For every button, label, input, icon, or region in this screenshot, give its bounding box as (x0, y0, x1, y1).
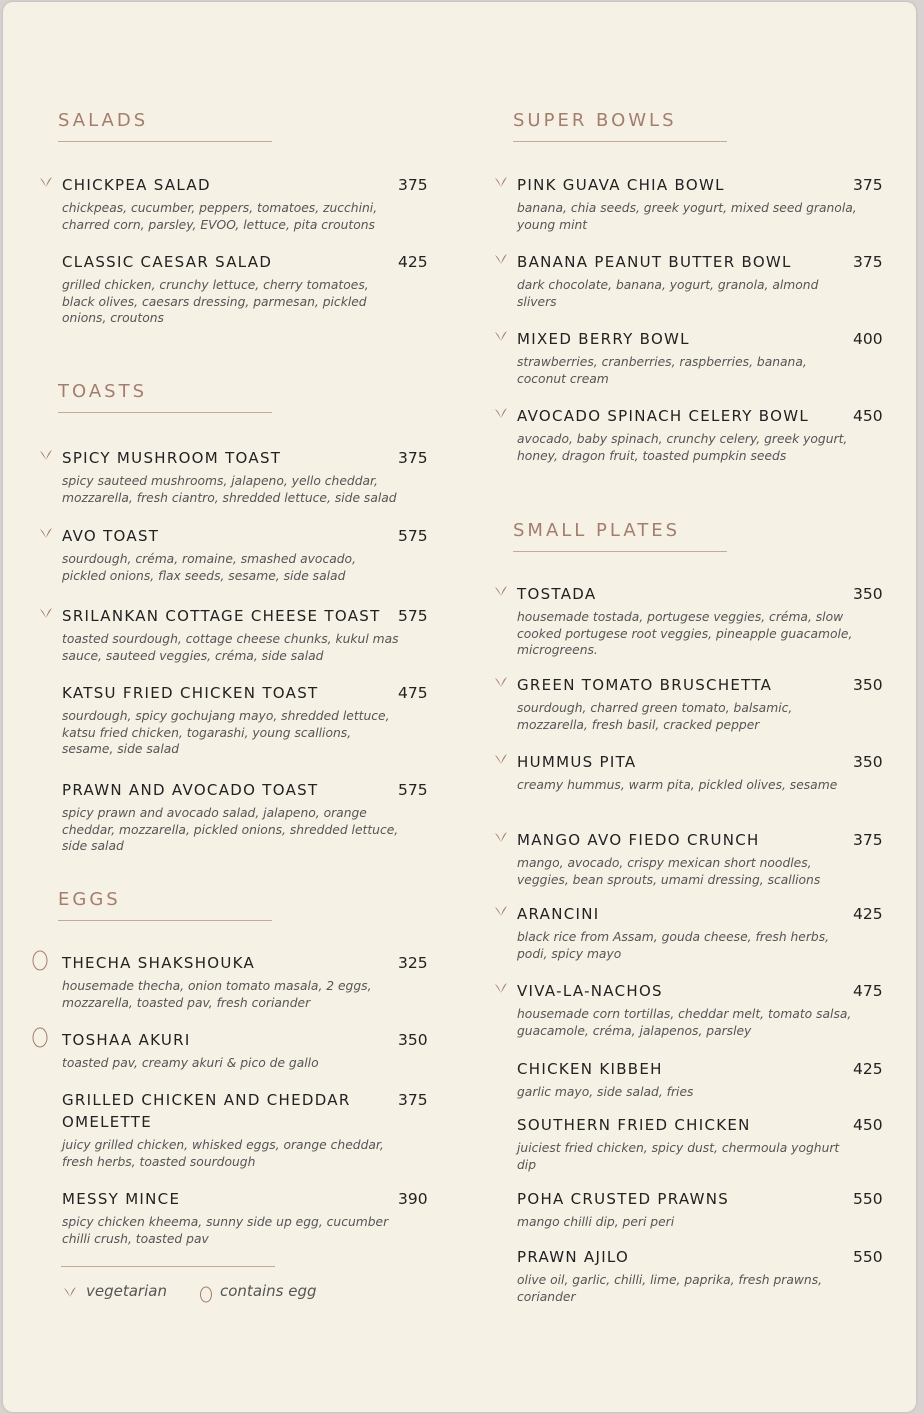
section-divider (58, 141, 272, 142)
vegetarian-leaf-icon (494, 676, 508, 688)
item-name: AVO TOAST (62, 527, 160, 545)
item-name: CLASSIC CAESAR SALAD (62, 253, 273, 271)
item-name: HUMMUS PITA (517, 753, 637, 771)
item-name: AVOCADO SPINACH CELERY BOWL (517, 407, 809, 425)
item-price: 375 (853, 831, 883, 849)
legend-vegetarian-label: vegetarian (86, 1282, 167, 1300)
item-price: 450 (853, 1116, 883, 1134)
item-price: 425 (853, 1060, 883, 1078)
item-price: 390 (398, 1190, 428, 1208)
section-title: EGGS (58, 889, 121, 910)
legend-divider (61, 1266, 275, 1267)
item-description: juiciest fried chicken, spicy dust, chermoula yoghurt dip (517, 1141, 840, 1172)
item-description: dark chocolate, banana, yogurt, granola, almond slivers (517, 278, 819, 309)
item-description: mango chilli dip, peri peri (517, 1215, 675, 1229)
item-price: 350 (853, 676, 883, 694)
item-description: toasted sourdough, cottage cheese chunks, kukul mas sauce, sauteed veggies, créma, side salad (62, 632, 399, 663)
item-description: sourdough, spicy gochujang mayo, shredded lettuce, katsu fried chicken, togarashi, young scallions, sesame, side salad (62, 709, 390, 756)
vegetarian-leaf-icon (39, 527, 53, 539)
item-name: PINK GUAVA CHIA BOWL (517, 176, 725, 194)
item-name: MIXED BERRY BOWL (517, 330, 690, 348)
item-description: housemade tostada, portugese veggies, créma, slow cooked portugese root veggies, pineapple guacamole, microgreens. (517, 610, 853, 657)
vegetarian-leaf-icon (494, 753, 508, 765)
vegetarian-leaf-icon (494, 585, 508, 597)
item-price: 475 (398, 684, 428, 702)
item-price: 375 (398, 1091, 428, 1109)
item-name: KATSU FRIED CHICKEN TOAST (62, 684, 319, 702)
vegetarian-leaf-icon (63, 1286, 77, 1298)
item-description: avocado, baby spinach, crunchy celery, greek yogurt, honey, dragon fruit, toasted pumpkin seeds (517, 432, 848, 463)
vegetarian-leaf-icon (494, 176, 508, 188)
section-divider (513, 141, 727, 142)
item-price: 550 (853, 1190, 883, 1208)
item-price: 375 (853, 176, 883, 194)
item-price: 450 (853, 407, 883, 425)
item-name: ARANCINI (517, 905, 600, 923)
section-title: SMALL PLATES (513, 520, 681, 541)
item-name: CHICKPEA SALAD (62, 176, 211, 194)
item-price: 425 (853, 905, 883, 923)
menu-page (3, 2, 916, 1412)
item-description: grilled chicken, crunchy lettuce, cherry tomatoes, black olives, caesars dressing, parmesan, pickled onions, croutons (62, 278, 369, 325)
item-description: garlic mayo, side salad, fries (517, 1085, 694, 1099)
item-description: strawberries, cranberries, raspberries, banana, coconut cream (517, 355, 807, 386)
item-price: 375 (853, 253, 883, 271)
section-divider (513, 551, 727, 552)
item-name: VIVA-LA-NACHOS (517, 982, 663, 1000)
egg-icon (31, 949, 49, 971)
legend-egg-label: contains egg (220, 1282, 317, 1300)
item-description: sourdough, charred green tomato, balsamic, mozzarella, fresh basil, cracked pepper (517, 701, 793, 732)
item-description: spicy sauteed mushrooms, jalapeno, yello cheddar, mozzarella, fresh ciantro, shredded lettuce, side salad (62, 474, 397, 505)
item-price: 325 (398, 954, 428, 972)
item-description: spicy chicken kheema, sunny side up egg, cucumber chilli crush, toasted pav (62, 1215, 389, 1246)
vegetarian-leaf-icon (494, 831, 508, 843)
item-name: TOSTADA (517, 585, 597, 603)
item-description: spicy prawn and avocado salad, jalapeno, orange cheddar, mozzarella, pickled onions, shredded lettuce, side salad (62, 806, 399, 853)
item-name: MANGO AVO FIEDO CRUNCH (517, 831, 760, 849)
item-price: 350 (853, 585, 883, 603)
item-price: 375 (398, 176, 428, 194)
item-name: MESSY MINCE (62, 1190, 181, 1208)
section-title: TOASTS (58, 381, 148, 402)
section-title: SALADS (58, 110, 149, 131)
item-price: 575 (398, 607, 428, 625)
item-description: toasted pav, creamy akuri & pico de gallo (62, 1056, 319, 1070)
item-name: SPICY MUSHROOM TOAST (62, 449, 282, 467)
section-title: SUPER BOWLS (513, 110, 677, 131)
item-description: black rice from Assam, gouda cheese, fresh herbs, podi, spicy mayo (517, 930, 830, 961)
item-name: TOSHAA AKURI (62, 1031, 191, 1049)
item-price: 350 (398, 1031, 428, 1049)
vegetarian-leaf-icon (494, 407, 508, 419)
item-description: olive oil, garlic, chilli, lime, paprika, fresh prawns, coriander (517, 1273, 823, 1304)
egg-icon (199, 1285, 213, 1303)
item-price: 425 (398, 253, 428, 271)
item-description: chickpeas, cucumber, peppers, tomatoes, zucchini, charred corn, parsley, EVOO, lettuce, pita croutons (62, 201, 378, 232)
item-description: housemade thecha, onion tomato masala, 2 eggs, mozzarella, toasted pav, fresh coriander (62, 979, 372, 1010)
item-price: 575 (398, 781, 428, 799)
item-name: GREEN TOMATO BRUSCHETTA (517, 676, 773, 694)
item-name: POHA CRUSTED PRAWNS (517, 1190, 730, 1208)
section-divider (58, 412, 272, 413)
item-name: SOUTHERN FRIED CHICKEN (517, 1116, 751, 1134)
vegetarian-leaf-icon (39, 449, 53, 461)
section-divider (58, 920, 272, 921)
vegetarian-leaf-icon (494, 330, 508, 342)
item-description: housemade corn tortillas, cheddar melt, tomato salsa, guacamole, créma, jalapenos, parsley (517, 1007, 852, 1038)
item-name: SRILANKAN COTTAGE CHEESE TOAST (62, 607, 381, 625)
item-description: juicy grilled chicken, whisked eggs, orange cheddar, fresh herbs, toasted sourdough (62, 1138, 384, 1169)
vegetarian-leaf-icon (494, 905, 508, 917)
item-name: PRAWN AND AVOCADO TOAST (62, 781, 319, 799)
item-price: 475 (853, 982, 883, 1000)
item-description: banana, chia seeds, greek yogurt, mixed seed granola, young mint (517, 201, 857, 232)
item-name: PRAWN AJILO (517, 1248, 630, 1266)
item-price: 350 (853, 753, 883, 771)
item-name: CHICKEN KIBBEH (517, 1060, 663, 1078)
vegetarian-leaf-icon (39, 607, 53, 619)
vegetarian-leaf-icon (39, 176, 53, 188)
egg-icon (31, 1026, 49, 1048)
item-price: 400 (853, 330, 883, 348)
item-description: creamy hummus, warm pita, pickled olives, sesame (517, 778, 838, 792)
item-name: GRILLED CHICKEN AND CHEDDAR OMELETTE (62, 1091, 351, 1131)
vegetarian-leaf-icon (494, 253, 508, 265)
item-description: mango, avocado, crispy mexican short noodles, veggies, bean sprouts, umami dressing, scallions (517, 856, 821, 887)
item-name: BANANA PEANUT BUTTER BOWL (517, 253, 792, 271)
vegetarian-leaf-icon (494, 982, 508, 994)
item-price: 375 (398, 449, 428, 467)
item-description: sourdough, créma, romaine, smashed avocado, pickled onions, flax seeds, sesame, side salad (62, 552, 356, 583)
item-price: 575 (398, 527, 428, 545)
legend (61, 1266, 421, 1306)
item-price: 550 (853, 1248, 883, 1266)
item-name: THECHA SHAKSHOUKA (62, 954, 256, 972)
